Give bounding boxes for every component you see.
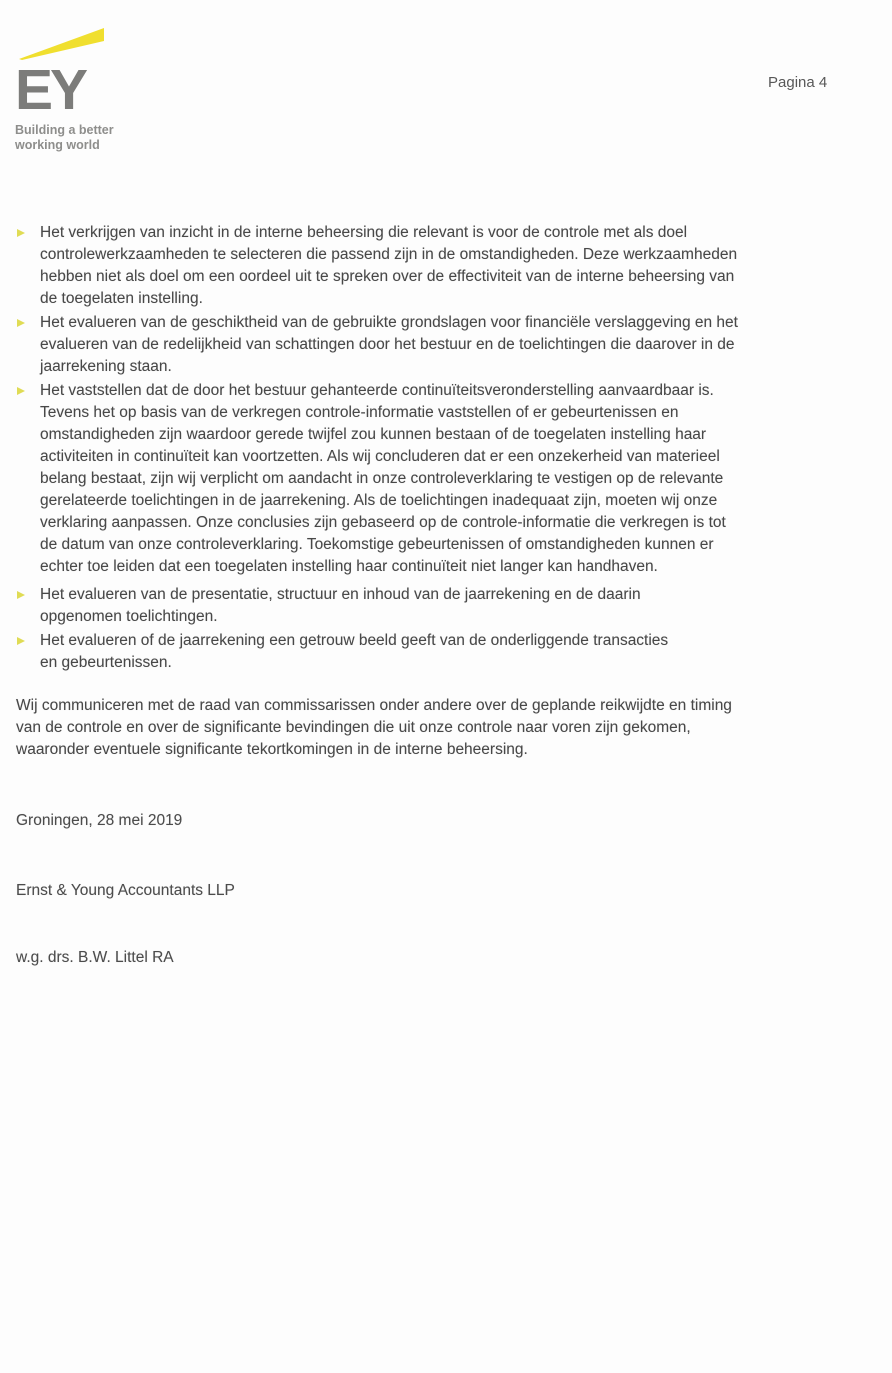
bullet-arrow-icon xyxy=(16,312,40,378)
ey-logo-tagline: Building a better working world xyxy=(15,123,114,153)
bullet-text: Het evalueren van de presentatie, structuur en inhoud van de jaarrekening en de daarin opgenomen toelichtingen. xyxy=(40,586,641,625)
signature-place-date: Groningen, 28 mei 2019 xyxy=(16,812,183,829)
bullet-list xyxy=(16,222,861,674)
list-item xyxy=(16,584,861,628)
bullet-arrow-icon xyxy=(16,222,40,310)
signature-firm-name: Ernst & Young Accountants LLP xyxy=(16,882,235,899)
bullet-text: Het verkrijgen van inzicht in de interne beheersing die relevant is voor de controle met als doel controlewerkzaamheden te selecteren die passend zijn in de omstandigheden. Deze werkzaamheden hebben niet als doel om een oordeel uit te spreken over de effectiviteit van de interne beheersing van de toegelaten instelling. xyxy=(40,224,738,307)
list-item xyxy=(16,630,861,674)
bullet-text: Het vaststellen dat de door het bestuur gehanteerde continuïteitsveronderstelling aanvaardbaar is. Tevens het op basis van de verkregen controle-informatie vaststellen of er gebeurtenissen en omstandigheden zijn waardoor gerede twijfel zou kunnen bestaan of de toegelaten instelling haar activiteiten in continuïteit kan voortzetten. Als wij concluderen dat er een onzekerheid van materieel belang bestaat, zijn wij verplicht om aandacht in onze controleverklaring te vestigen op de relevante gerelateerde toelichtingen in de jaarrekening. Als de toelichtingen inadequaat zijn, moeten wij onze verklaring aanpassen. Onze conclusies zijn gebaseerd op de controle-informatie die verkregen is tot de datum van onze controleverklaring. Toekomstige gebeurtenissen of omstandigheden kunnen er echter toe leiden dat een toegelaten instelling haar continuïteit niet langer kan handhaven. xyxy=(40,382,726,575)
list-item xyxy=(16,222,861,310)
bullet-text: Het evalueren van de geschiktheid van de gebruikte grondslagen voor financiële verslaggeving en het evalueren van de redelijkheid van schattingen door het bestuur en de toelichtingen die daarover in de jaarrekening staan. xyxy=(40,314,738,375)
bullet-arrow-icon xyxy=(16,584,40,628)
ey-logo xyxy=(15,28,235,153)
ey-beam-icon xyxy=(19,28,104,60)
list-item xyxy=(16,312,861,378)
bullet-arrow-icon xyxy=(16,380,40,578)
signature-signed-by: w.g. drs. B.W. Littel RA xyxy=(16,949,174,966)
bullet-text: Het evalueren of de jaarrekening een getrouw beeld geeft van de onderliggende transacties en gebeurtenissen. xyxy=(40,632,669,671)
letter-body xyxy=(16,222,861,761)
closing-paragraph: Wij communiceren met de raad van commissarissen onder andere over de geplande reikwijdte en timing van de controle en over de significante bevindingen die uit onze controle naar voren zijn gekomen, waaronder eventuele significante tekortkomingen in de interne beheersing. xyxy=(16,697,732,758)
list-item xyxy=(16,380,861,578)
bullet-arrow-icon xyxy=(16,630,40,674)
page-number: Pagina 4 xyxy=(768,74,828,91)
ey-logo-wordmark: EY xyxy=(15,58,86,122)
